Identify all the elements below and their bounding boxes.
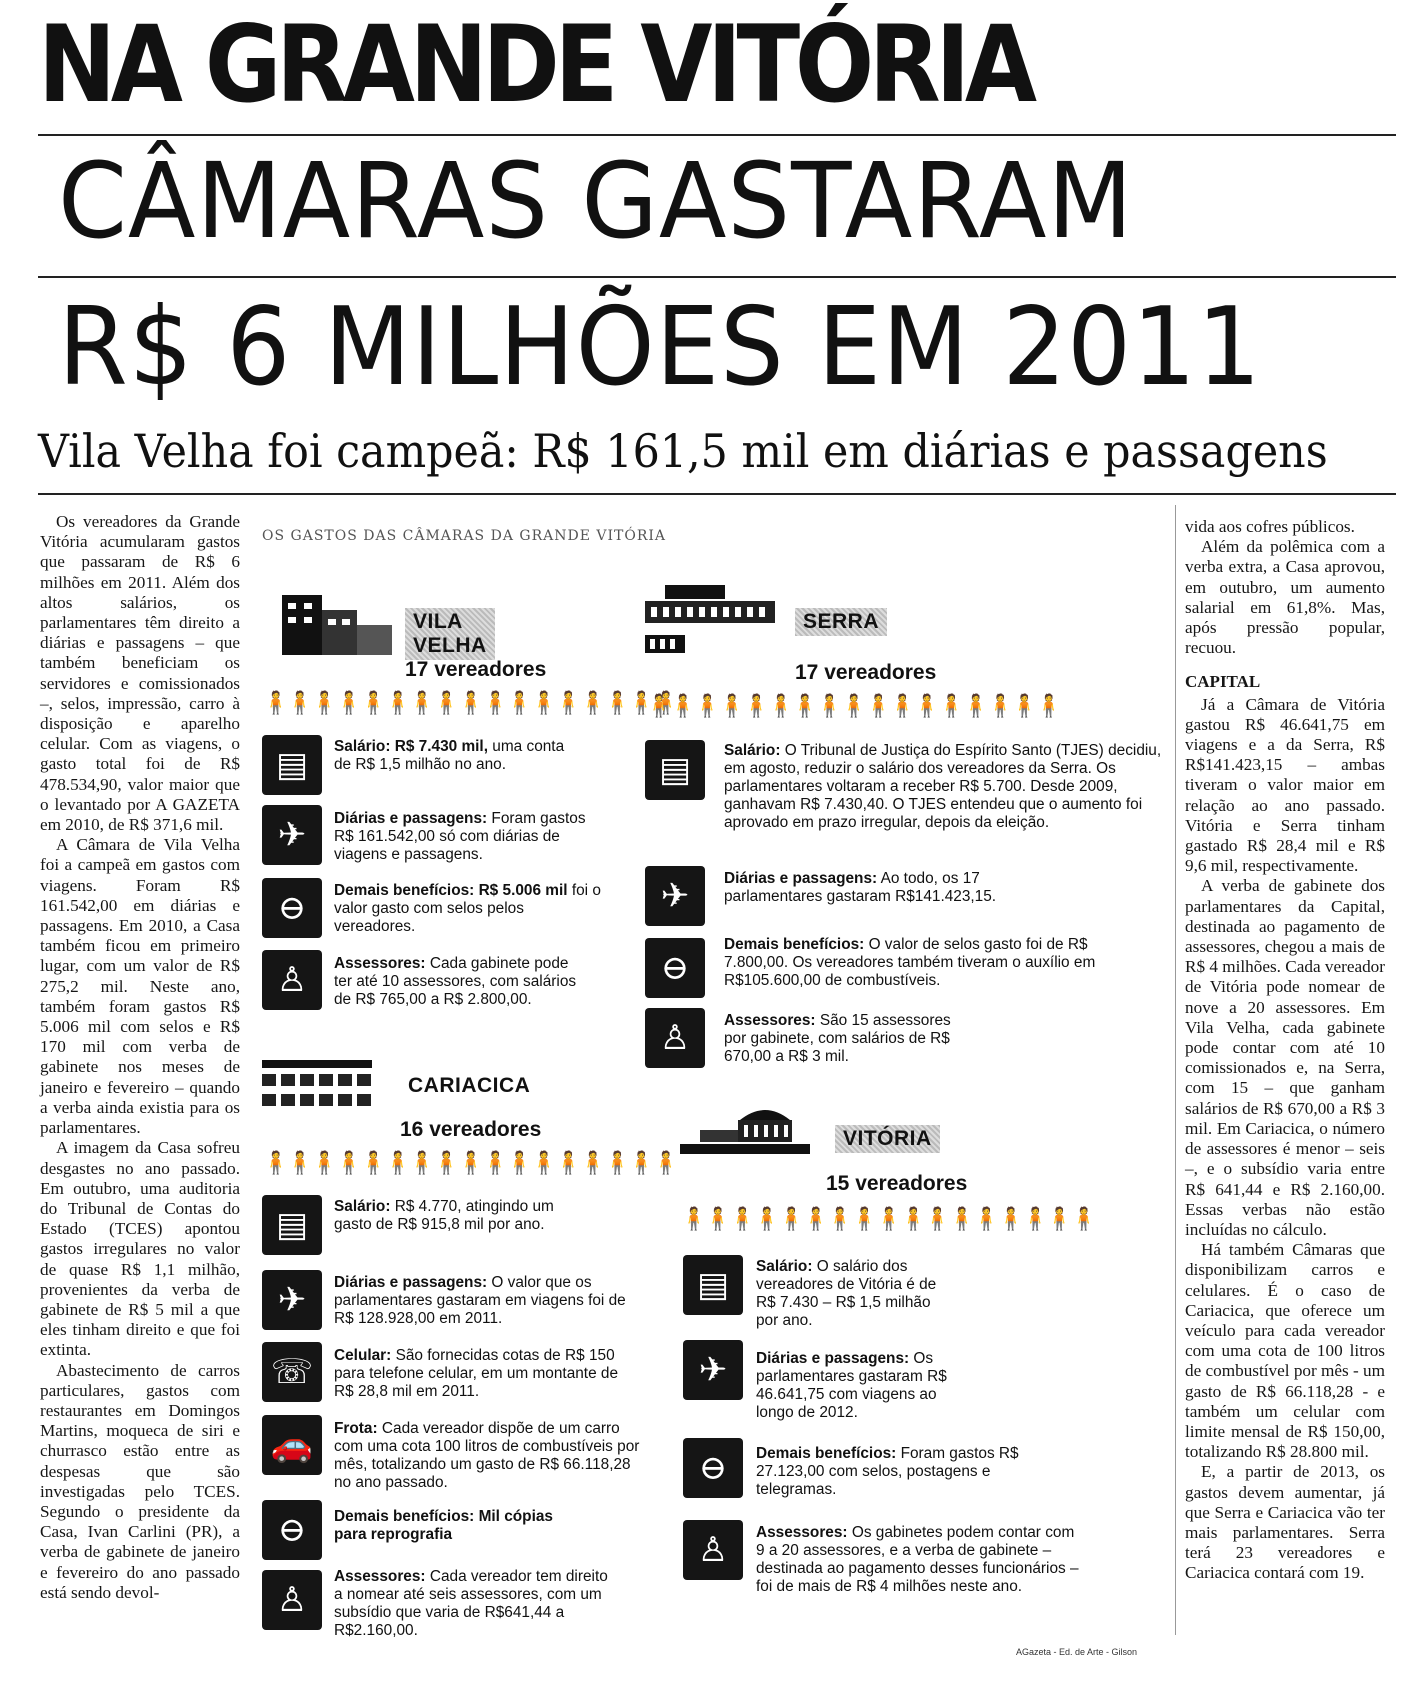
item-label: Frota: (334, 1420, 378, 1437)
section-heading: CAPITAL (1185, 672, 1261, 692)
item-benefits (334, 1508, 584, 1544)
right-column (1185, 517, 1385, 1584)
headline-line-1: CÂMARAS GASTARAM (58, 140, 1134, 262)
item-text: São 15 assessores por gabinete, com salários de R$ 670,00 a R$ 3 mil. (724, 1012, 951, 1065)
people-icons: 🧍🧍🧍🧍🧍🧍🧍🧍🧍🧍🧍🧍🧍🧍🧍🧍🧍 (262, 1150, 677, 1175)
assistant-icon: ♙ (645, 1008, 705, 1068)
item-salary (724, 742, 1164, 832)
stamp-icon: ⊖ (262, 1500, 322, 1560)
item-travel (756, 1350, 976, 1422)
subheadline: Vila Velha foi campeã: R$ 161,5 mil em diárias e passagens (38, 424, 1328, 478)
item-label: Celular: (334, 1347, 392, 1364)
left-column (40, 512, 240, 1603)
people-icons: 🧍🧍🧍🧍🧍🧍🧍🧍🧍🧍🧍🧍🧍🧍🧍🧍🧍 (262, 690, 677, 715)
councilor-count: 17 vereadores (405, 658, 547, 681)
divider (38, 493, 1396, 495)
divider (38, 134, 1396, 136)
councilor-count: 15 vereadores (826, 1172, 968, 1195)
people-icons: 🧍🧍🧍🧍🧍🧍🧍🧍🧍🧍🧍🧍🧍🧍🧍🧍🧍 (680, 1206, 1095, 1231)
item-value: R$ 7.430 mil, (394, 738, 488, 755)
city-name: VILA VELHA (405, 608, 495, 660)
building-icon (282, 585, 392, 655)
city-name: SERRA (795, 608, 887, 636)
item-travel (334, 810, 594, 864)
item-text: Mil cópias para reprografia (334, 1508, 553, 1543)
item-text: Foram gastos R$ 27.123,00 com selos, postagens e telegramas. (756, 1445, 1019, 1498)
paragraph: E, a partir de 2013, os gastos devem aumentar, já que Serra e Cariacica vão ter mais parlamentares. Serra terá 23 vereadores e Cariacica contará com 19. (1185, 1462, 1385, 1583)
airplane-icon: ✈ (262, 1270, 322, 1330)
item-text: Ao todo, os 17 parlamentares gastaram R$141.423,15. (724, 870, 997, 905)
kicker: NA GRANDE VITÓRIA (38, 3, 1032, 126)
item-text: São fornecidas cotas de R$ 150 para telefone celular, em um montante de R$ 28,8 mil em 2011. (334, 1347, 619, 1400)
airplane-icon: ✈ (262, 805, 322, 865)
item-text: Cada gabinete pode ter até 10 assessores, com salários de R$ 765,00 a R$ 2.800,00. (334, 955, 577, 1008)
item-text: Cada vereador tem direito a nomear até seis assessores, com um subsídio que varia de R$641,44 a R$2.160,00. (334, 1568, 608, 1639)
item-label: Assessores: (334, 955, 426, 972)
city-name: VITÓRIA (835, 1125, 940, 1153)
paragraph: vida aos cofres públicos. (1185, 517, 1355, 536)
stamp-icon: ⊖ (645, 938, 705, 998)
item-salary (756, 1258, 946, 1330)
item-salary (334, 738, 584, 774)
item-assistants (334, 1568, 614, 1640)
item-label: Diárias e passagens: (334, 810, 488, 827)
column-divider (1175, 505, 1176, 1635)
item-salary (334, 1198, 564, 1234)
paragraph: A verba de gabinete dos parlamentares da Capital, destinada ao pagamento de assessores, chegou a mais de R$ 4 milhões. Cada vereador de Vitória pode nomear de nove a 20 assessores. Em Vila Velha, cada gabinete pode contar com até 10 comissionados e, na Serra, com 15 – que ganham salários de R$ 670,00 a R$ 3 mil. Em Cariacica, o número de assessores é menor – seis –, e o subsídio varia entre R$ 641,44 e R$ 2.160,00. Essas verbas não estão incluídas no cálculo. (1185, 876, 1385, 1239)
building-icon (645, 585, 775, 665)
paragraph: Os vereadores da Grande Vitória acumularam gastos que passaram de R$ 6 milhões em 2011. Além dos altos salários, os parlamentares têm direito a diárias e passagens – que também beneficiam os servidores e comissionados –, selos, impressão, carro à disposição e aparelho celular. Com as viagens, o gasto total foi de R$ 478.534,90, valor maior que o levantado por A GAZETA em 2010, de R$ 371,6 mil. (40, 512, 240, 835)
item-text: Os parlamentares gastaram R$ 46.641,75 com viagens ao longo de 2012. (756, 1350, 947, 1421)
item-text: uma conta de R$ 1,5 milhão no ano. (334, 738, 565, 773)
item-label: Diárias e passagens: (756, 1350, 910, 1367)
infographic-title: OS GASTOS DAS CÂMARAS DA GRANDE VITÓRIA (262, 528, 666, 544)
airplane-icon: ✈ (645, 866, 705, 926)
item-value: R$ 5.006 mil (478, 882, 568, 899)
money-icon: ▤ (683, 1255, 743, 1315)
item-label: Demais benefícios: (334, 1508, 475, 1525)
item-label: Diárias e passagens: (724, 870, 878, 887)
paragraph: Há também Câmaras que disponibilizam carros e celulares. É o caso de Cariacica, que oferece um veículo para cada vereador com uma cota de 100 litros de combustível por mês - um gasto de R$ 66.118,28 - e também um celular com limite mensal de R$ 150,00, totalizando R$ 28.800 mil. (1185, 1240, 1386, 1462)
item-label: Assessores: (334, 1568, 426, 1585)
item-assistants (756, 1524, 1086, 1596)
money-icon: ▤ (645, 740, 705, 800)
item-benefits (334, 882, 604, 936)
headline-line-2: R$ 6 MILHÕES EM 2011 (58, 285, 1262, 410)
item-text: O Tribunal de Justiça do Espírito Santo (TJES) decidiu, em agosto, reduzir o salário dos vereadores da Serra. Os parlamentares voltaram a receber R$ 5.700. Desde 2009, ganhavam R$ 7.430,40. O TJES entendeu que o aumento foi aprovado em prazo irregular, depois da eleição. (724, 742, 1162, 831)
item-travel (334, 1274, 634, 1328)
item-label: Salário: (334, 738, 391, 755)
item-label: Assessores: (724, 1012, 816, 1029)
item-label: Demais benefícios: (334, 882, 475, 899)
paragraph: Abastecimento de carros particulares, gastos com restaurantes em Domingos Martins, moqueca de siri e churrasco estão entre as despesas que são investigadas pelo TCES. Segundo o presidente da Casa, Ivan Carlini (PR), a verba de gabinete de janeiro e fevereiro do ano passado está sendo devol- (40, 1360, 240, 1602)
phone-icon: ☏ (262, 1342, 322, 1402)
item-text: foi o valor gasto com selos pelos vereadores. (334, 882, 601, 935)
item-text: O valor de selos gasto foi de R$ 7.800,00. Os vereadores também tiveram o auxílio em R$105.600,00 de combustíveis. (724, 936, 1096, 989)
item-text: Cada vereador dispõe de um carro com uma cota 100 litros de combustíveis por mês, totalizando um gasto de R$ 66.118,28 no ano passado. (334, 1420, 640, 1491)
item-fleet (334, 1420, 644, 1492)
credit: AGazeta - Ed. de Arte - Gilson (1016, 1647, 1138, 1657)
airplane-icon: ✈ (683, 1340, 743, 1400)
item-label: Assessores: (756, 1524, 848, 1541)
item-text: O salário dos vereadores de Vitória é de R$ 7.430 – R$ 1,5 milhão por ano. (756, 1258, 937, 1329)
stamp-icon: ⊖ (683, 1438, 743, 1498)
car-icon: 🚗 (262, 1415, 322, 1475)
item-label: Demais benefícios: (756, 1445, 897, 1462)
councilor-count: 17 vereadores (795, 661, 937, 684)
people-icons: 🧍🧍🧍🧍🧍🧍🧍🧍🧍🧍🧍🧍🧍🧍🧍🧍🧍 (645, 693, 1060, 718)
item-benefits (756, 1445, 1056, 1499)
item-assistants (724, 1012, 964, 1066)
paragraph: Além da polêmica com a verba extra, a Casa aprovou, em outubro, um aumento salarial em 61,8%. Mas, após pressão popular, recuou. (1185, 537, 1385, 658)
item-benefits (724, 936, 1144, 990)
assistant-icon: ♙ (683, 1520, 743, 1580)
paragraph: Já a Câmara de Vitória gastou R$ 46.641,75 em viagens e a da Serra, R$ R$141.423,15 – ambas tiveram o valor maior em relação ao ano passado. Vitória e Serra tinham gastado R$ 28,4 mil e R$ 9,6 mil, respectivamente. (1185, 694, 1385, 876)
councilor-count: 16 vereadores (400, 1118, 542, 1141)
assistant-icon: ♙ (262, 1570, 322, 1630)
item-label: Salário: (724, 742, 781, 759)
building-icon (680, 1100, 810, 1160)
item-label: Diárias e passagens: (334, 1274, 488, 1291)
item-label: Salário: (334, 1198, 391, 1215)
building-icon (262, 1060, 372, 1118)
item-assistants (334, 955, 584, 1009)
assistant-icon: ♙ (262, 950, 322, 1010)
divider (38, 276, 1396, 278)
paragraph: A imagem da Casa sofreu desgastes no ano passado. Em outubro, uma auditoria do Tribunal de Contas do Estado (TCES) apontou gastos irregulares no valor de quase R$ 1,1 milhão, provenientes da verba de gabinete de R$ 5 mil a que eles tinham direito e que foi extinta. (40, 1138, 240, 1360)
item-label: Demais benefícios: (724, 936, 865, 953)
item-label: Salário: (756, 1258, 813, 1275)
item-phone (334, 1347, 624, 1401)
money-icon: ▤ (262, 735, 322, 795)
stamp-icon: ⊖ (262, 878, 322, 938)
item-travel (724, 870, 1024, 906)
item-text: Foram gastos R$ 161.542,00 só com diárias de viagens e passagens. (334, 810, 586, 863)
paragraph: A Câmara de Vila Velha foi a campeã em gastos com viagens. Foram R$ 161.542,00 em diárias e passagens. Em 2010, a Casa também ficou em primeiro lugar, com um valor de R$ 275,2 mil. Neste ano, também foram gastos R$ 5.006 mil com selos e R$ 170 mil com verba de gabinete nos meses de janeiro e fevereiro – quando a verba ainda existia para os parlamentares. (40, 835, 240, 1138)
city-name: CARIACICA (408, 1074, 531, 1097)
item-text: Os gabinetes podem contar com 9 a 20 assessores, e a verba de gabinete – destinada ao pagamento desses funcionários – foi de mais de R$ 4 milhões neste ano. (756, 1524, 1079, 1595)
item-text: O valor que os parlamentares gastaram em viagens foi de R$ 128.928,00 em 2011. (334, 1274, 626, 1327)
item-text: R$ 4.770, atingindo um gasto de R$ 915,8 mil por ano. (334, 1198, 554, 1233)
money-icon: ▤ (262, 1195, 322, 1255)
